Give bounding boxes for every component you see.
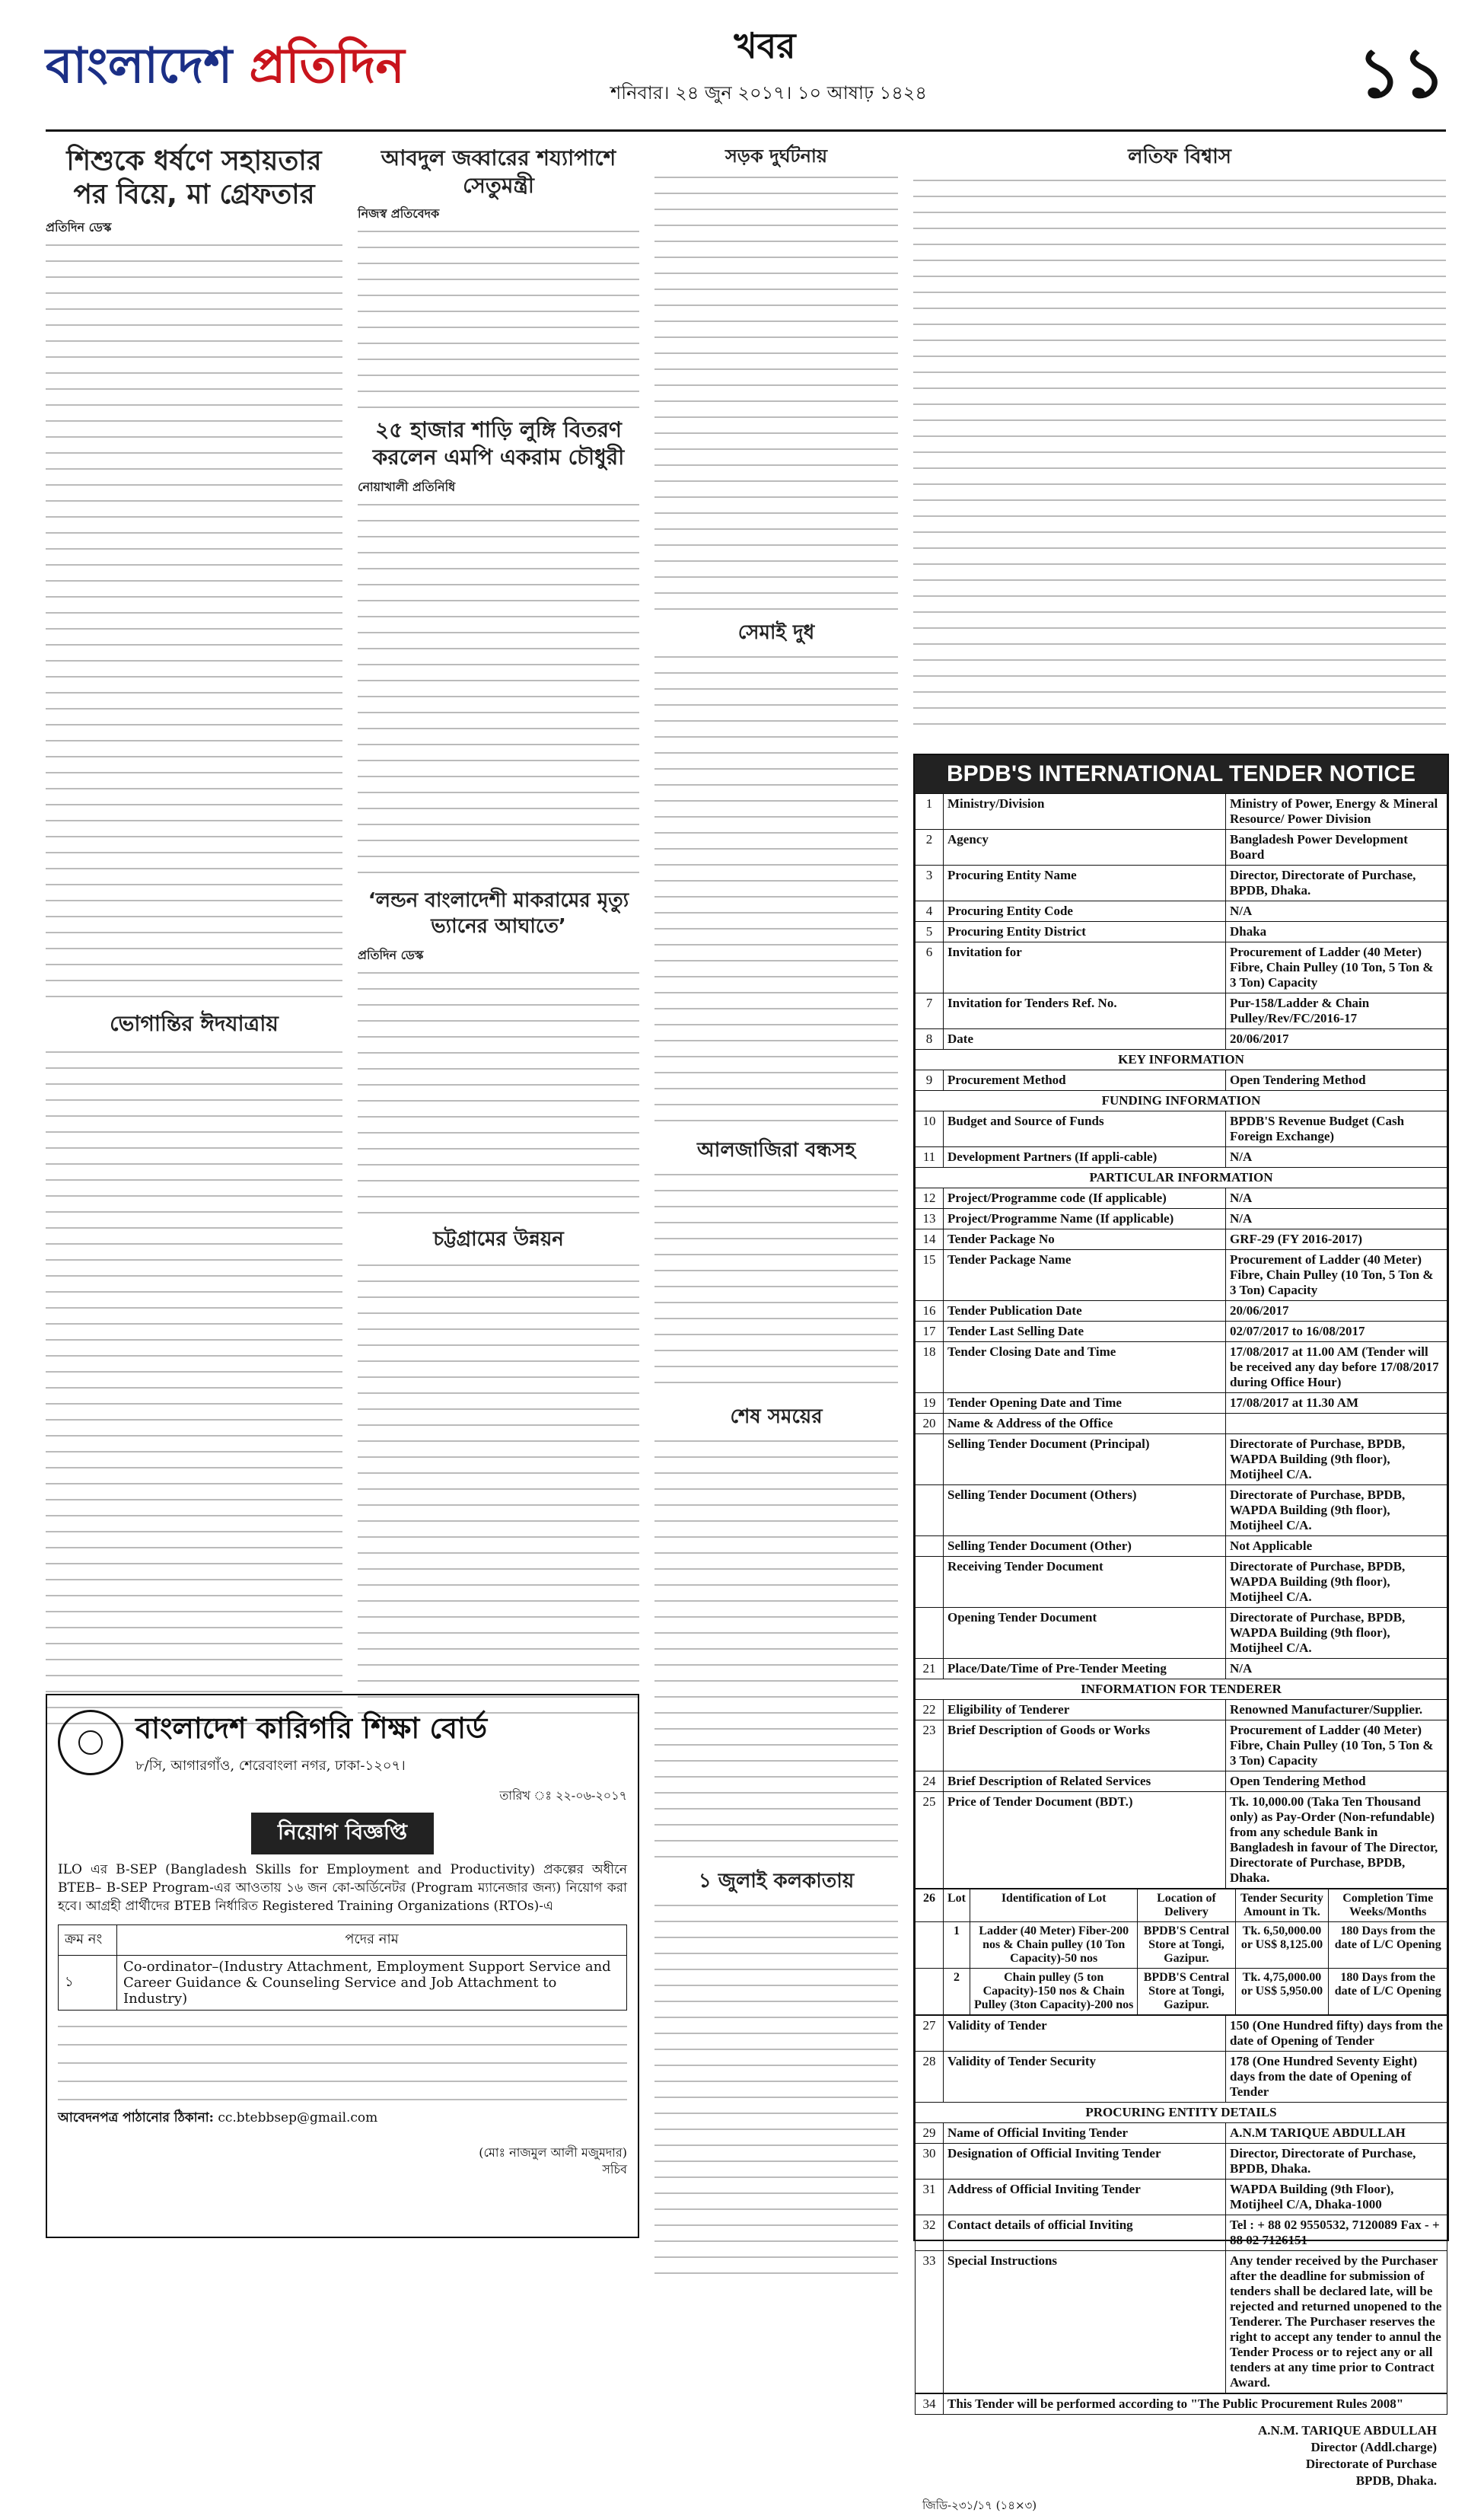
table-cell: 8 (916, 1029, 944, 1050)
tender-row (916, 1050, 1447, 1070)
table-cell: 15 (916, 1250, 944, 1301)
table-cell: 20/06/2017 (1226, 1029, 1447, 1050)
table-cell: 17 (916, 1322, 944, 1342)
story-body (358, 1260, 639, 1717)
tender-row (916, 1659, 1447, 1679)
tender-row (916, 1700, 1447, 1720)
signatory-dept: Directorate of Purchase (1305, 2457, 1437, 2471)
table-cell: Price of Tender Document (BDT.) (944, 1792, 1226, 1889)
table-cell: Tender Closing Date and Time (944, 1342, 1226, 1393)
table-cell: Chain pulley (5 ton Capacity)-150 nos & Chain Pulley (3ton Capacity)-200 nos (970, 1969, 1138, 2015)
story-body (654, 1900, 898, 2281)
table-cell: Validity of Tender (944, 2016, 1226, 2052)
story-headline: আবদুল জব্বারের শয্যাপাশে সেতুমন্ত্রী (381, 145, 616, 198)
table-cell: Brief Description of Goods or Works (944, 1720, 1226, 1771)
ad-body (58, 2020, 627, 2103)
ad-org-name: বাংলাদেশ কারিগরি শিক্ষা বোর্ড (135, 1711, 488, 1745)
ad-date: তারিখ ঃ ২২-০৬-২০১৭ (499, 1788, 627, 1803)
story-body (654, 1169, 898, 1398)
lot-row (916, 1922, 1447, 1969)
table-cell: 150 (One Hundred fifty) days from the date of Opening of Tender (1226, 2016, 1447, 2052)
table-cell: Receiving Tender Document (944, 1557, 1226, 1608)
table-cell: 34 (916, 2394, 944, 2415)
tender-row (916, 1608, 1447, 1659)
ad-title: নিয়োগ বিজ্ঞপ্তি (251, 1813, 434, 1854)
tender-row (916, 1188, 1447, 1209)
table-cell: Dhaka (1226, 922, 1447, 942)
tender-row (916, 1679, 1447, 1700)
table-cell: GRF-29 (FY 2016-2017) (1226, 1229, 1447, 1250)
table-cell: Ministry/Division (944, 794, 1226, 830)
table-cell: N/A (1226, 1147, 1447, 1168)
tender-section-heading: PROCURING ENTITY DETAILS (916, 2103, 1447, 2123)
tender-table-2 (915, 2015, 1447, 2393)
table-cell: Selling Tender Document (Others) (944, 1485, 1226, 1536)
tender-row (916, 1393, 1447, 1414)
table-cell: 20 (916, 1414, 944, 1434)
table-cell (916, 1434, 944, 1485)
table-cell: 29 (916, 2123, 944, 2144)
table-cell: N/A (1226, 1209, 1447, 1229)
table-cell: 17/08/2017 at 11.30 AM (1226, 1393, 1447, 1414)
table-cell: Bangladesh Power Development Board (1226, 830, 1447, 866)
tender-notice (913, 754, 1449, 2512)
lot-row (916, 1969, 1447, 2015)
tender-row (916, 2103, 1447, 2123)
tender-row (916, 2180, 1447, 2215)
table-cell: পদের নাম (117, 1925, 627, 1956)
story-headline: ১ জুলাই কলকাতায় (698, 1870, 855, 1893)
table-cell: Procuring Entity District (944, 922, 1226, 942)
table-cell: Lot (944, 1889, 970, 1922)
signatory-title: Director (Addl.charge) (1310, 2440, 1437, 2454)
tender-row (916, 2215, 1447, 2251)
ad-address: ৮/সি, আগারগাঁও, শেরেবাংলা নগর, ঢাকা-১২০৭। (135, 1758, 406, 1774)
tender-row (916, 1250, 1447, 1301)
table-cell: Completion Time Weeks/Months (1329, 1889, 1447, 1922)
table-cell: Invitation for Tenders Ref. No. (944, 993, 1226, 1029)
table-cell: 17/08/2017 at 11.00 AM (Tender will be received any day before 17/08/2017 during Office Hour) (1226, 1342, 1447, 1393)
tender-section-heading: FUNDING INFORMATION (916, 1091, 1447, 1111)
table-cell: Name of Official Inviting Tender (944, 2123, 1226, 2144)
story-body (654, 1436, 898, 1862)
table-cell: 33 (916, 2251, 944, 2393)
tender-row (916, 1070, 1447, 1091)
table-cell: Name & Address of the Office (944, 1414, 1226, 1434)
table-cell: Brief Description of Related Services (944, 1771, 1226, 1792)
table-cell: Tk. 4,75,000.00 or US$ 5,950.00 (1235, 1969, 1329, 2015)
table-cell: Not Applicable (1226, 1536, 1447, 1557)
story-body (654, 652, 898, 1131)
job-advertisement (46, 1694, 639, 2238)
tender-row (916, 1342, 1447, 1393)
story-column-3 (654, 145, 898, 2246)
lot-table (915, 1889, 1447, 2015)
table-cell: Invitation for (944, 942, 1226, 993)
masthead-rule (46, 129, 1446, 132)
table-cell: A.N.M TARIQUE ABDULLAH (1226, 2123, 1447, 2144)
logo-part2: প্রতিদিন (249, 38, 405, 94)
table-cell: 18 (916, 1342, 944, 1393)
story-headline: ‘লন্ডন বাংলাদেশী মাকরামের মৃত্যু ভ্যানের আঘাতে’ (368, 889, 629, 938)
table-cell: N/A (1226, 1188, 1447, 1209)
ad-email[interactable]: cc.btebbsep@gmail.com (218, 2110, 378, 2125)
tender-row (916, 1147, 1447, 1168)
table-cell: Identification of Lot (970, 1889, 1138, 1922)
tender-row (916, 942, 1447, 993)
tender-row (916, 866, 1447, 901)
tender-row (916, 1792, 1447, 1889)
story-byline: প্রতিদিন ডেস্ক (46, 220, 112, 234)
table-cell: 10 (916, 1111, 944, 1147)
table-cell: N/A (1226, 901, 1447, 922)
tender-row (916, 2251, 1447, 2393)
tender-row (916, 1485, 1447, 1536)
story-headline: লতিফ বিশ্বাস (1128, 145, 1231, 168)
table-cell: Procuring Entity Code (944, 901, 1226, 922)
lot-header-row (916, 1889, 1447, 1922)
tender-footer-table (915, 2393, 1447, 2415)
table-cell: Special Instructions (944, 2251, 1226, 2393)
table-cell: Directorate of Purchase, BPDB, WAPDA Building (9th floor), Motijheel C/A. (1226, 1557, 1447, 1608)
table-cell: 1 (944, 1922, 970, 1969)
story-headline: শিশুকে ধর্ষণে সহায়তার পর বিয়ে, মা গ্রেফতার (66, 145, 322, 210)
table-cell: Tk. 6,50,000.00 or US$ 8,125.00 (1235, 1922, 1329, 1969)
tender-row (916, 1168, 1447, 1188)
table-cell: 30 (916, 2144, 944, 2180)
table-cell: ১ (59, 1956, 117, 2011)
table-cell: Address of Official Inviting Tender (944, 2180, 1226, 2215)
table-cell: Tender Opening Date and Time (944, 1393, 1226, 1414)
emblem-icon (58, 1710, 123, 1775)
story-headline: সড়ক দুর্ঘটনায় (724, 145, 828, 167)
table-cell: Procurement of Ladder (40 Meter) Fibre, Chain Pulley (10 Ton, 5 Ton & 3 Ton) Capacity (1226, 1720, 1447, 1771)
table-cell: N/A (1226, 1659, 1447, 1679)
table-cell: Directorate of Purchase, BPDB, WAPDA Building (9th floor), Motijheel C/A. (1226, 1434, 1447, 1485)
table-cell (916, 1608, 944, 1659)
table-cell: 21 (916, 1659, 944, 1679)
ad-signatory: (মোঃ নাজমুল আলী মজুমদার) (479, 2145, 627, 2160)
table-cell: 11 (916, 1147, 944, 1168)
tender-row (916, 1557, 1447, 1608)
table-cell (1226, 1414, 1447, 1434)
tender-signature (915, 2415, 1447, 2497)
table-cell: 16 (916, 1301, 944, 1322)
table-cell: Any tender received by the Purchaser after the deadline for submission of tenders shall be declared late, will be rejected and returned unopened to the Tenderer. The Purchaser reserves the right to accept any tender to annul the Tender Process or to reject any or all tenders at any time prior to Contract Award. (1226, 2251, 1447, 2393)
table-cell: Opening Tender Document (944, 1608, 1226, 1659)
table-cell: 32 (916, 2215, 944, 2251)
table-cell: 14 (916, 1229, 944, 1250)
table-cell: WAPDA Building (9th Floor), Motijheel C/A, Dhaka-1000 (1226, 2180, 1447, 2215)
tender-row (916, 1536, 1447, 1557)
table-cell: Eligibility of Tenderer (944, 1700, 1226, 1720)
tender-section-heading: INFORMATION FOR TENDERER (916, 1679, 1447, 1700)
table-cell: Procurement of Ladder (40 Meter) Fibre, Chain Pulley (10 Ton, 5 Ton & 3 Ton) Capacity (1226, 942, 1447, 993)
table-cell: 28 (916, 2052, 944, 2103)
ad-table (58, 1924, 627, 2011)
story-column-1 (46, 145, 342, 1667)
table-cell: Tender Last Selling Date (944, 1322, 1226, 1342)
tender-row (916, 1209, 1447, 1229)
table-cell: 2 (944, 1969, 970, 2015)
table-cell: Tk. 10,000.00 (Taka Ten Thousand only) as Pay-Order (Non-refundable) from any schedule Bank in Bangladesh in favour of The Director, Directorate of Purchase, BPDB, Dhaka. (1226, 1792, 1447, 1889)
tender-row (916, 1771, 1447, 1792)
story-byline: নিজস্ব প্রতিবেদক (358, 206, 440, 221)
table-cell: 19 (916, 1393, 944, 1414)
table-cell: 25 (916, 1792, 944, 1889)
tender-row (916, 1029, 1447, 1050)
tender-row (916, 1091, 1447, 1111)
table-cell: 02/07/2017 to 16/08/2017 (1226, 1322, 1447, 1342)
story-byline: নোয়াখালী প্রতিনিধি (358, 480, 456, 494)
table-cell: Open Tendering Method (1226, 1771, 1447, 1792)
table-cell: Director, Directorate of Purchase, BPDB, Dhaka. (1226, 2144, 1447, 2180)
story-body (358, 968, 639, 1219)
story-headline: আলজাজিরা বন্ধসহ (697, 1139, 855, 1162)
table-cell: Open Tendering Method (1226, 1070, 1447, 1091)
table-cell: Pur-158/Ladder & Chain Pulley/Rev/FC/2016-17 (1226, 993, 1447, 1029)
tender-row (916, 794, 1447, 830)
table-cell: 4 (916, 901, 944, 922)
story-column-4 (913, 145, 1446, 746)
table-cell: Ministry of Power, Energy & Mineral Resource/ Power Division (1226, 794, 1447, 830)
table-cell: 178 (One Hundred Seventy Eight) days from the date of Opening of Tender (1226, 2052, 1447, 2103)
table-cell: BPDB'S Revenue Budget (Cash Foreign Exchange) (1226, 1111, 1447, 1147)
signatory-name: A.N.M. TARIQUE ABDULLAH (1257, 2423, 1437, 2438)
table-cell: 3 (916, 866, 944, 901)
tender-row (916, 2123, 1447, 2144)
tender-row (916, 1434, 1447, 1485)
story-body (654, 172, 898, 614)
table-cell: Budget and Source of Funds (944, 1111, 1226, 1147)
table-cell: Project/Programme code (If applicable) (944, 1188, 1226, 1209)
table-cell: Tender Package Name (944, 1250, 1226, 1301)
table-cell: Tel : + 88 02 9550532, 7120089 Fax - + 88 02 7126151 (1226, 2215, 1447, 2251)
table-cell: 27 (916, 2016, 944, 2052)
newspaper-logo (46, 29, 405, 110)
story-headline: ভোগান্তির ঈদযাত্রায় (110, 1011, 279, 1036)
section-title: খবর (734, 25, 796, 66)
tender-row (916, 1111, 1447, 1147)
table-cell: Co-ordinator–(Industry Attachment, Employment Support Service and Career Guidance & Counseling Service and Job Attachment to Industry) (117, 1956, 627, 2011)
masthead (46, 14, 1446, 128)
table-cell: 31 (916, 2180, 944, 2215)
table-cell: 24 (916, 1771, 944, 1792)
table-cell: 5 (916, 922, 944, 942)
table-cell: Procurement Method (944, 1070, 1226, 1091)
page-number: ১১ (1357, 33, 1446, 113)
table-cell: Location of Delivery (1138, 1889, 1235, 1922)
table-cell: Selling Tender Document (Other) (944, 1536, 1226, 1557)
table-cell: Directorate of Purchase, BPDB, WAPDA Building (9th floor), Motijheel C/A. (1226, 1485, 1447, 1536)
table-cell: Development Partners (If appli-cable) (944, 1147, 1226, 1168)
tender-row (916, 1301, 1447, 1322)
tender-ref: জিডি-২৩১/১৭ (১৪×৩) (922, 2498, 1037, 2512)
table-cell: 13 (916, 1209, 944, 1229)
tender-row (916, 2144, 1447, 2180)
ad-contact-label: আবেদনপত্র পাঠানোর ঠিকানা: (58, 2110, 214, 2125)
table-cell: Procuring Entity Name (944, 866, 1226, 901)
table-cell: Renowned Manufacturer/Supplier. (1226, 1700, 1447, 1720)
tender-row (916, 1322, 1447, 1342)
story-headline: চট্টগ্রামের উন্নয়ন (433, 1228, 564, 1251)
table-cell: Tender Security Amount in Tk. (1235, 1889, 1329, 1922)
table-cell: 9 (916, 1070, 944, 1091)
table-cell: 26 (916, 1889, 944, 1922)
table-cell (916, 1969, 944, 2015)
tender-section-heading: KEY INFORMATION (916, 1050, 1447, 1070)
table-cell: Tender Publication Date (944, 1301, 1226, 1322)
table-cell (916, 1922, 944, 1969)
tender-row (916, 922, 1447, 942)
story-headline: সেমাই দুধ (737, 621, 815, 644)
table-cell: Procurement of Ladder (40 Meter) Fibre, Chain Pulley (10 Ton, 5 Ton & 3 Ton) Capacity (1226, 1250, 1447, 1301)
tender-row (916, 1720, 1447, 1771)
table-cell: Validity of Tender Security (944, 2052, 1226, 2103)
tender-title: BPDB'S INTERNATIONAL TENDER NOTICE (915, 755, 1447, 793)
table-cell: 20/06/2017 (1226, 1301, 1447, 1322)
table-cell: 6 (916, 942, 944, 993)
table-cell: BPDB'S Central Store at Tongi, Gazipur. (1138, 1922, 1235, 1969)
table-cell: 1 (916, 794, 944, 830)
table-cell: 23 (916, 1720, 944, 1771)
signatory-org: BPDB, Dhaka. (1355, 2473, 1437, 2488)
tender-row (916, 993, 1447, 1029)
story-headline: শেষ সময়ের (730, 1405, 823, 1428)
tender-row (916, 830, 1447, 866)
story-byline: প্রতিদিন ডেস্ক (358, 948, 424, 962)
table-cell: 180 Days from the date of L/C Opening (1329, 1969, 1447, 2015)
tender-row (916, 2052, 1447, 2103)
table-cell: 7 (916, 993, 944, 1029)
table-cell (916, 1485, 944, 1536)
table-cell: Agency (944, 830, 1226, 866)
table-cell: 12 (916, 1188, 944, 1209)
tender-section-heading: PARTICULAR INFORMATION (916, 1168, 1447, 1188)
table-cell: BPDB'S Central Store at Tongi, Gazipur. (1138, 1969, 1235, 2015)
story-body (358, 226, 639, 409)
story-body (358, 499, 639, 880)
table-cell: 22 (916, 1700, 944, 1720)
logo-part1: বাংলাদেশ (46, 38, 233, 94)
table-cell: Designation of Official Inviting Tender (944, 2144, 1226, 2180)
story-headline: ২৫ হাজার শাড়ি লুঙ্গি বিতরণ করলেন এমপি একরাম চৌধুরী (372, 417, 625, 470)
story-body (913, 175, 1446, 738)
table-cell: Director, Directorate of Purchase, BPDB, Dhaka. (1226, 866, 1447, 901)
table-cell: Selling Tender Document (Principal) (944, 1434, 1226, 1485)
table-cell (916, 1536, 944, 1557)
tender-table (915, 793, 1447, 1889)
table-cell: Place/Date/Time of Pre-Tender Meeting (944, 1659, 1226, 1679)
dateline: শনিবার। ২৪ জুন ২০১৭। ১০ আষাঢ় ১৪২৪ (610, 82, 927, 104)
table-cell: Date (944, 1029, 1226, 1050)
ad-signatory-title: সচিব (602, 2162, 627, 2176)
story-body (46, 1047, 342, 1732)
ad-memo (58, 1786, 62, 1806)
table-cell: Ladder (40 Meter) Fiber-200 nos & Chain pulley (10 Ton Capacity)-50 nos (970, 1922, 1138, 1969)
story-body (46, 240, 342, 1001)
tender-row (916, 2016, 1447, 2052)
table-cell: ক্রম নং (59, 1925, 117, 1956)
tender-row (916, 1229, 1447, 1250)
tender-row (916, 901, 1447, 922)
table-cell: 2 (916, 830, 944, 866)
table-cell: 180 Days from the date of L/C Opening (1329, 1922, 1447, 1969)
story-column-2 (358, 145, 639, 1675)
ad-header (58, 1706, 627, 1778)
table-cell: This Tender will be performed according to "The Public Procurement Rules 2008" (944, 2394, 1447, 2415)
tender-row (916, 1414, 1447, 1434)
table-cell: Project/Programme Name (If applicable) (944, 1209, 1226, 1229)
table-cell: Directorate of Purchase, BPDB, WAPDA Building (9th floor), Motijheel C/A. (1226, 1608, 1447, 1659)
table-cell: Tender Package No (944, 1229, 1226, 1250)
table-cell (916, 1557, 944, 1608)
table-cell: Contact details of official Inviting (944, 2215, 1226, 2251)
ad-intro: ILO এর B-SEP (Bangladesh Skills for Employment and Productivity) প্রকল্পের অধীনে BTEB– B-SEP Program-এর আওতায় ১৬ জন কো-অর্ডিনেটর (Program ম্যানেজার জন্য) নিয়োগ করা হবে। আগ্রহী প্রার্থীদের BTEB নির্ধারিত Registered Training Organizations (RTOs)-এ (58, 1862, 627, 1914)
